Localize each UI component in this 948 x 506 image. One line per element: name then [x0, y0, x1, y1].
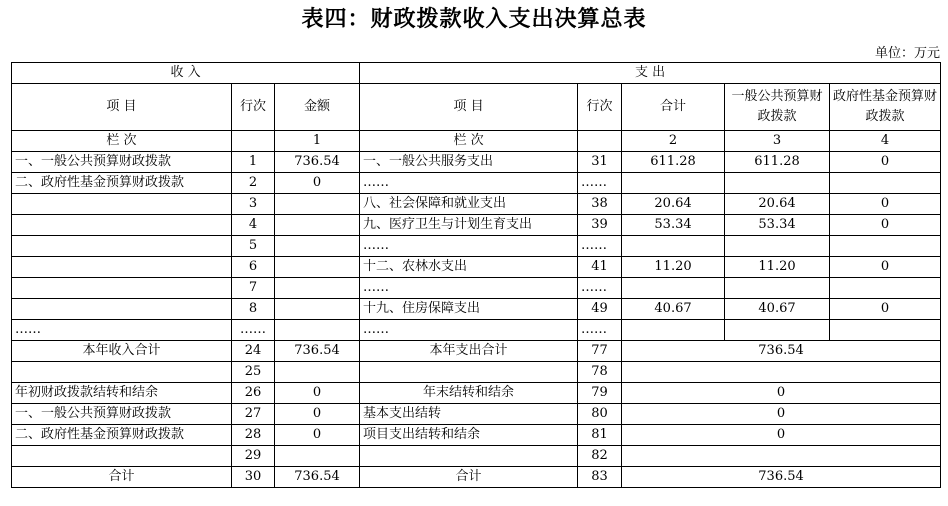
income-amount-cell — [275, 320, 360, 341]
financial-table — [11, 62, 941, 488]
income-line-no-cell: 28 — [232, 425, 275, 446]
expense-item-cell: …… — [360, 236, 578, 257]
income-line-no-header: 行次 — [232, 84, 275, 131]
income-amount-cell — [275, 257, 360, 278]
expense-line-no-cell: …… — [578, 173, 622, 194]
expense-merged-value-cell: 0 — [622, 425, 941, 446]
column-number-row — [12, 131, 941, 152]
expense-column-no-label: 栏 次 — [360, 131, 578, 152]
gov-fund-cell: 0 — [830, 299, 941, 320]
income-item-cell — [12, 194, 232, 215]
gov-fund-cell: 0 — [830, 257, 941, 278]
income-item-cell: 二、政府性基金预算财政拨款 — [12, 425, 232, 446]
gov-fund-cell — [830, 236, 941, 257]
expense-item-cell: 十二、农林水支出 — [360, 257, 578, 278]
summary-row — [12, 425, 941, 446]
expense-line-no-cell: 81 — [578, 425, 622, 446]
expense-item-cell: 一、一般公共服务支出 — [360, 152, 578, 173]
income-line-no-cell: 24 — [232, 341, 275, 362]
gov-fund-cell: 0 — [830, 152, 941, 173]
general-budget-cell: 611.28 — [725, 152, 830, 173]
expense-total-cell: 611.28 — [622, 152, 725, 173]
income-line-no-cell: …… — [232, 320, 275, 341]
expense-merged-value-cell: 736.54 — [622, 341, 941, 362]
expense-item-cell: 基本支出结转 — [360, 404, 578, 425]
income-amount-cell: 0 — [275, 425, 360, 446]
gov-fund-cell — [830, 320, 941, 341]
income-line-no-cell: 8 — [232, 299, 275, 320]
income-amount-cell: 0 — [275, 173, 360, 194]
table-row — [12, 194, 941, 215]
empty-cell — [578, 131, 622, 152]
expense-line-no-cell: 49 — [578, 299, 622, 320]
unit-label: 单位：万元 — [874, 46, 940, 61]
general-budget-cell: 40.67 — [725, 299, 830, 320]
income-item-cell: 本年收入合计 — [12, 341, 232, 362]
expense-total-cell — [622, 278, 725, 299]
expense-line-no-cell: 31 — [578, 152, 622, 173]
income-item-cell: 二、政府性基金预算财政拨款 — [12, 173, 232, 194]
general-budget-cell: 53.34 — [725, 215, 830, 236]
gov-fund-cell — [830, 278, 941, 299]
income-item-cell — [12, 299, 232, 320]
expense-line-no-cell: 79 — [578, 383, 622, 404]
income-line-no-cell: 27 — [232, 404, 275, 425]
expense-total-cell — [622, 236, 725, 257]
expense-line-no-cell: 83 — [578, 467, 622, 488]
income-line-no-cell: 30 — [232, 467, 275, 488]
income-line-no-cell: 26 — [232, 383, 275, 404]
expense-line-no-cell: 41 — [578, 257, 622, 278]
income-line-no-cell: 7 — [232, 278, 275, 299]
expense-item-cell — [360, 362, 578, 383]
expense-item-cell: 年末结转和结余 — [360, 383, 578, 404]
table-row — [12, 215, 941, 236]
expense-total-cell: 11.20 — [622, 257, 725, 278]
summary-row — [12, 446, 941, 467]
income-item-cell — [12, 278, 232, 299]
income-column-no-label: 栏 次 — [12, 131, 232, 152]
income-item-cell: 一、一般公共预算财政拨款 — [12, 404, 232, 425]
expense-line-no-cell: 78 — [578, 362, 622, 383]
summary-row — [12, 467, 941, 488]
expense-merged-value-cell — [622, 362, 941, 383]
expense-total-cell — [622, 173, 725, 194]
table-row — [12, 320, 941, 341]
document-title: 表四：财政拨款收入支出决算总表 — [301, 6, 647, 32]
income-amount-cell: 0 — [275, 404, 360, 425]
expense-item-cell: 十九、住房保障支出 — [360, 299, 578, 320]
income-amount-cell — [275, 446, 360, 467]
table-row — [12, 257, 941, 278]
expense-total-cell: 53.34 — [622, 215, 725, 236]
expense-line-no-cell: …… — [578, 236, 622, 257]
expense-merged-value-cell: 736.54 — [622, 467, 941, 488]
income-amount-cell — [275, 194, 360, 215]
income-item-cell — [12, 362, 232, 383]
expense-total-cell — [622, 320, 725, 341]
general-budget-cell — [725, 173, 830, 194]
expense-item-cell: 合计 — [360, 467, 578, 488]
income-amount-cell: 736.54 — [275, 467, 360, 488]
expense-item-cell: …… — [360, 320, 578, 341]
general-budget-cell — [725, 278, 830, 299]
col1-label: 1 — [275, 131, 360, 152]
expense-item-cell — [360, 446, 578, 467]
expense-line-no-cell: …… — [578, 320, 622, 341]
table-row — [12, 278, 941, 299]
table-row — [12, 152, 941, 173]
expense-merged-value-cell: 0 — [622, 383, 941, 404]
income-amount-cell — [275, 299, 360, 320]
income-item-cell — [12, 236, 232, 257]
income-item-cell: 合计 — [12, 467, 232, 488]
expense-line-no-cell: 77 — [578, 341, 622, 362]
income-item-cell: 年初财政拨款结转和结余 — [12, 383, 232, 404]
income-amount-cell — [275, 215, 360, 236]
income-item-cell: …… — [12, 320, 232, 341]
income-line-no-cell: 29 — [232, 446, 275, 467]
expense-total-cell: 40.67 — [622, 299, 725, 320]
summary-row — [12, 383, 941, 404]
column-header-row — [12, 84, 941, 131]
gov-fund-cell: 0 — [830, 194, 941, 215]
expense-line-no-header: 行次 — [578, 84, 622, 131]
col4-label: 4 — [830, 131, 941, 152]
table-row — [12, 236, 941, 257]
expense-line-no-cell: …… — [578, 278, 622, 299]
expense-line-no-cell: 82 — [578, 446, 622, 467]
expense-item-cell: …… — [360, 278, 578, 299]
income-header: 收 入 — [12, 63, 360, 84]
income-amount-cell: 736.54 — [275, 152, 360, 173]
income-amount-cell — [275, 278, 360, 299]
income-item-cell — [12, 215, 232, 236]
income-line-no-cell: 6 — [232, 257, 275, 278]
income-amount-cell: 0 — [275, 383, 360, 404]
income-line-no-cell: 5 — [232, 236, 275, 257]
expense-item-cell: 本年支出合计 — [360, 341, 578, 362]
expense-item-cell: 九、医疗卫生与计划生育支出 — [360, 215, 578, 236]
expense-line-no-cell: 39 — [578, 215, 622, 236]
expense-item-header: 项 目 — [360, 84, 578, 131]
general-budget-cell — [725, 236, 830, 257]
gov-fund-cell — [830, 173, 941, 194]
summary-row — [12, 404, 941, 425]
empty-cell — [232, 131, 275, 152]
expense-total-header: 合计 — [622, 84, 725, 131]
expense-merged-value-cell: 0 — [622, 404, 941, 425]
expense-item-cell: …… — [360, 173, 578, 194]
gov-fund-cell: 0 — [830, 215, 941, 236]
income-item-header: 项 目 — [12, 84, 232, 131]
general-budget-cell: 11.20 — [725, 257, 830, 278]
income-line-no-cell: 4 — [232, 215, 275, 236]
income-line-no-cell: 2 — [232, 173, 275, 194]
general-budget-cell: 20.64 — [725, 194, 830, 215]
col2-label: 2 — [622, 131, 725, 152]
table-row — [12, 299, 941, 320]
income-line-no-cell: 3 — [232, 194, 275, 215]
expense-line-no-cell: 80 — [578, 404, 622, 425]
gov-fund-header: 政府性基金预算财政拨款 — [830, 84, 941, 131]
income-line-no-cell: 1 — [232, 152, 275, 173]
summary-row — [12, 341, 941, 362]
income-line-no-cell: 25 — [232, 362, 275, 383]
expense-merged-value-cell — [622, 446, 941, 467]
income-amount-cell — [275, 362, 360, 383]
col3-label: 3 — [725, 131, 830, 152]
table-row — [12, 173, 941, 194]
expense-item-cell: 项目支出结转和结余 — [360, 425, 578, 446]
income-amount-cell: 736.54 — [275, 341, 360, 362]
income-item-cell: 一、一般公共预算财政拨款 — [12, 152, 232, 173]
general-budget-cell — [725, 320, 830, 341]
income-item-cell — [12, 446, 232, 467]
expense-header: 支 出 — [360, 63, 941, 84]
income-amount-cell — [275, 236, 360, 257]
expense-item-cell: 八、社会保障和就业支出 — [360, 194, 578, 215]
income-item-cell — [12, 257, 232, 278]
general-budget-header: 一般公共预算财政拨款 — [725, 84, 830, 131]
section-header-row — [12, 63, 941, 84]
expense-line-no-cell: 38 — [578, 194, 622, 215]
expense-total-cell: 20.64 — [622, 194, 725, 215]
income-amount-header: 金额 — [275, 84, 360, 131]
summary-row — [12, 362, 941, 383]
